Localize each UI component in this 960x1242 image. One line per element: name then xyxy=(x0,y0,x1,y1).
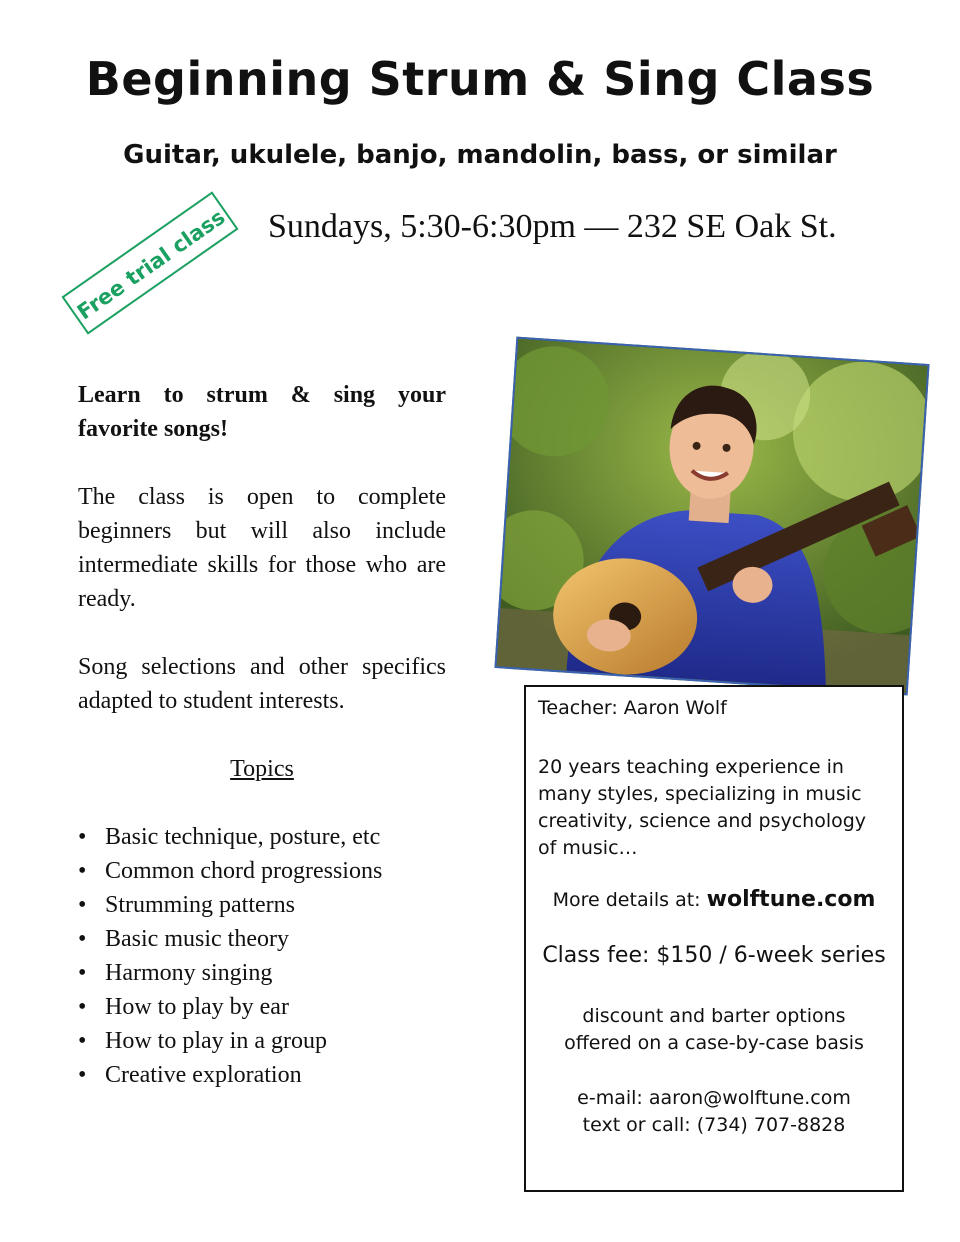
list-item: • How to play by ear xyxy=(78,990,446,1024)
discount-line-1: discount and barter options xyxy=(582,1005,846,1027)
teacher-with-guitar-image xyxy=(497,339,928,693)
details-line xyxy=(538,886,890,914)
website-link[interactable]: wolftune.com xyxy=(706,887,876,912)
lead-tagline: Learn to strum & sing your favorite songs! xyxy=(78,382,446,442)
teacher-info-box xyxy=(524,685,904,1192)
teacher-photo xyxy=(494,337,929,696)
topics-heading: Topics xyxy=(230,756,294,782)
list-item: • Harmony singing xyxy=(78,956,446,990)
list-item: • Basic technique, posture, etc xyxy=(78,820,446,854)
list-item: • Creative exploration xyxy=(78,1058,446,1092)
list-item: • Strumming patterns xyxy=(78,888,446,922)
adaptation-paragraph: Song selections and other specifics adapted to student interests. xyxy=(78,654,446,714)
intro-paragraph: The class is open to complete beginners but will also include intermediate skills for those who are ready. xyxy=(78,484,446,612)
instruments-subtitle: Guitar, ukulele, banjo, mandolin, bass, or similar xyxy=(123,140,837,170)
details-label: More details at: xyxy=(552,889,707,911)
free-trial-stamp: Free trial class xyxy=(61,191,238,334)
class-fee: Class fee: $150 / 6-week series xyxy=(542,943,886,968)
experience-text: 20 years teaching experience in many styles, specializing in music creativity, science and psychology of music… xyxy=(538,756,867,859)
discount-line-2: offered on a case-by-case basis xyxy=(564,1032,864,1054)
phone-contact: text or call: (734) 707-8828 xyxy=(582,1114,846,1136)
list-item: • How to play in a group xyxy=(78,1024,446,1058)
page-title: Beginning Strum & Sing Class xyxy=(85,52,875,106)
schedule-location: Sundays, 5:30-6:30pm — 232 SE Oak St. xyxy=(268,208,837,245)
list-item: • Basic music theory xyxy=(78,922,446,956)
email-contact[interactable]: e-mail: aaron@wolftune.com xyxy=(577,1087,851,1109)
list-item: • Common chord progressions xyxy=(78,854,446,888)
class-description xyxy=(78,378,446,1092)
topics-list xyxy=(78,820,446,1092)
teacher-name: Teacher: Aaron Wolf xyxy=(538,697,727,719)
